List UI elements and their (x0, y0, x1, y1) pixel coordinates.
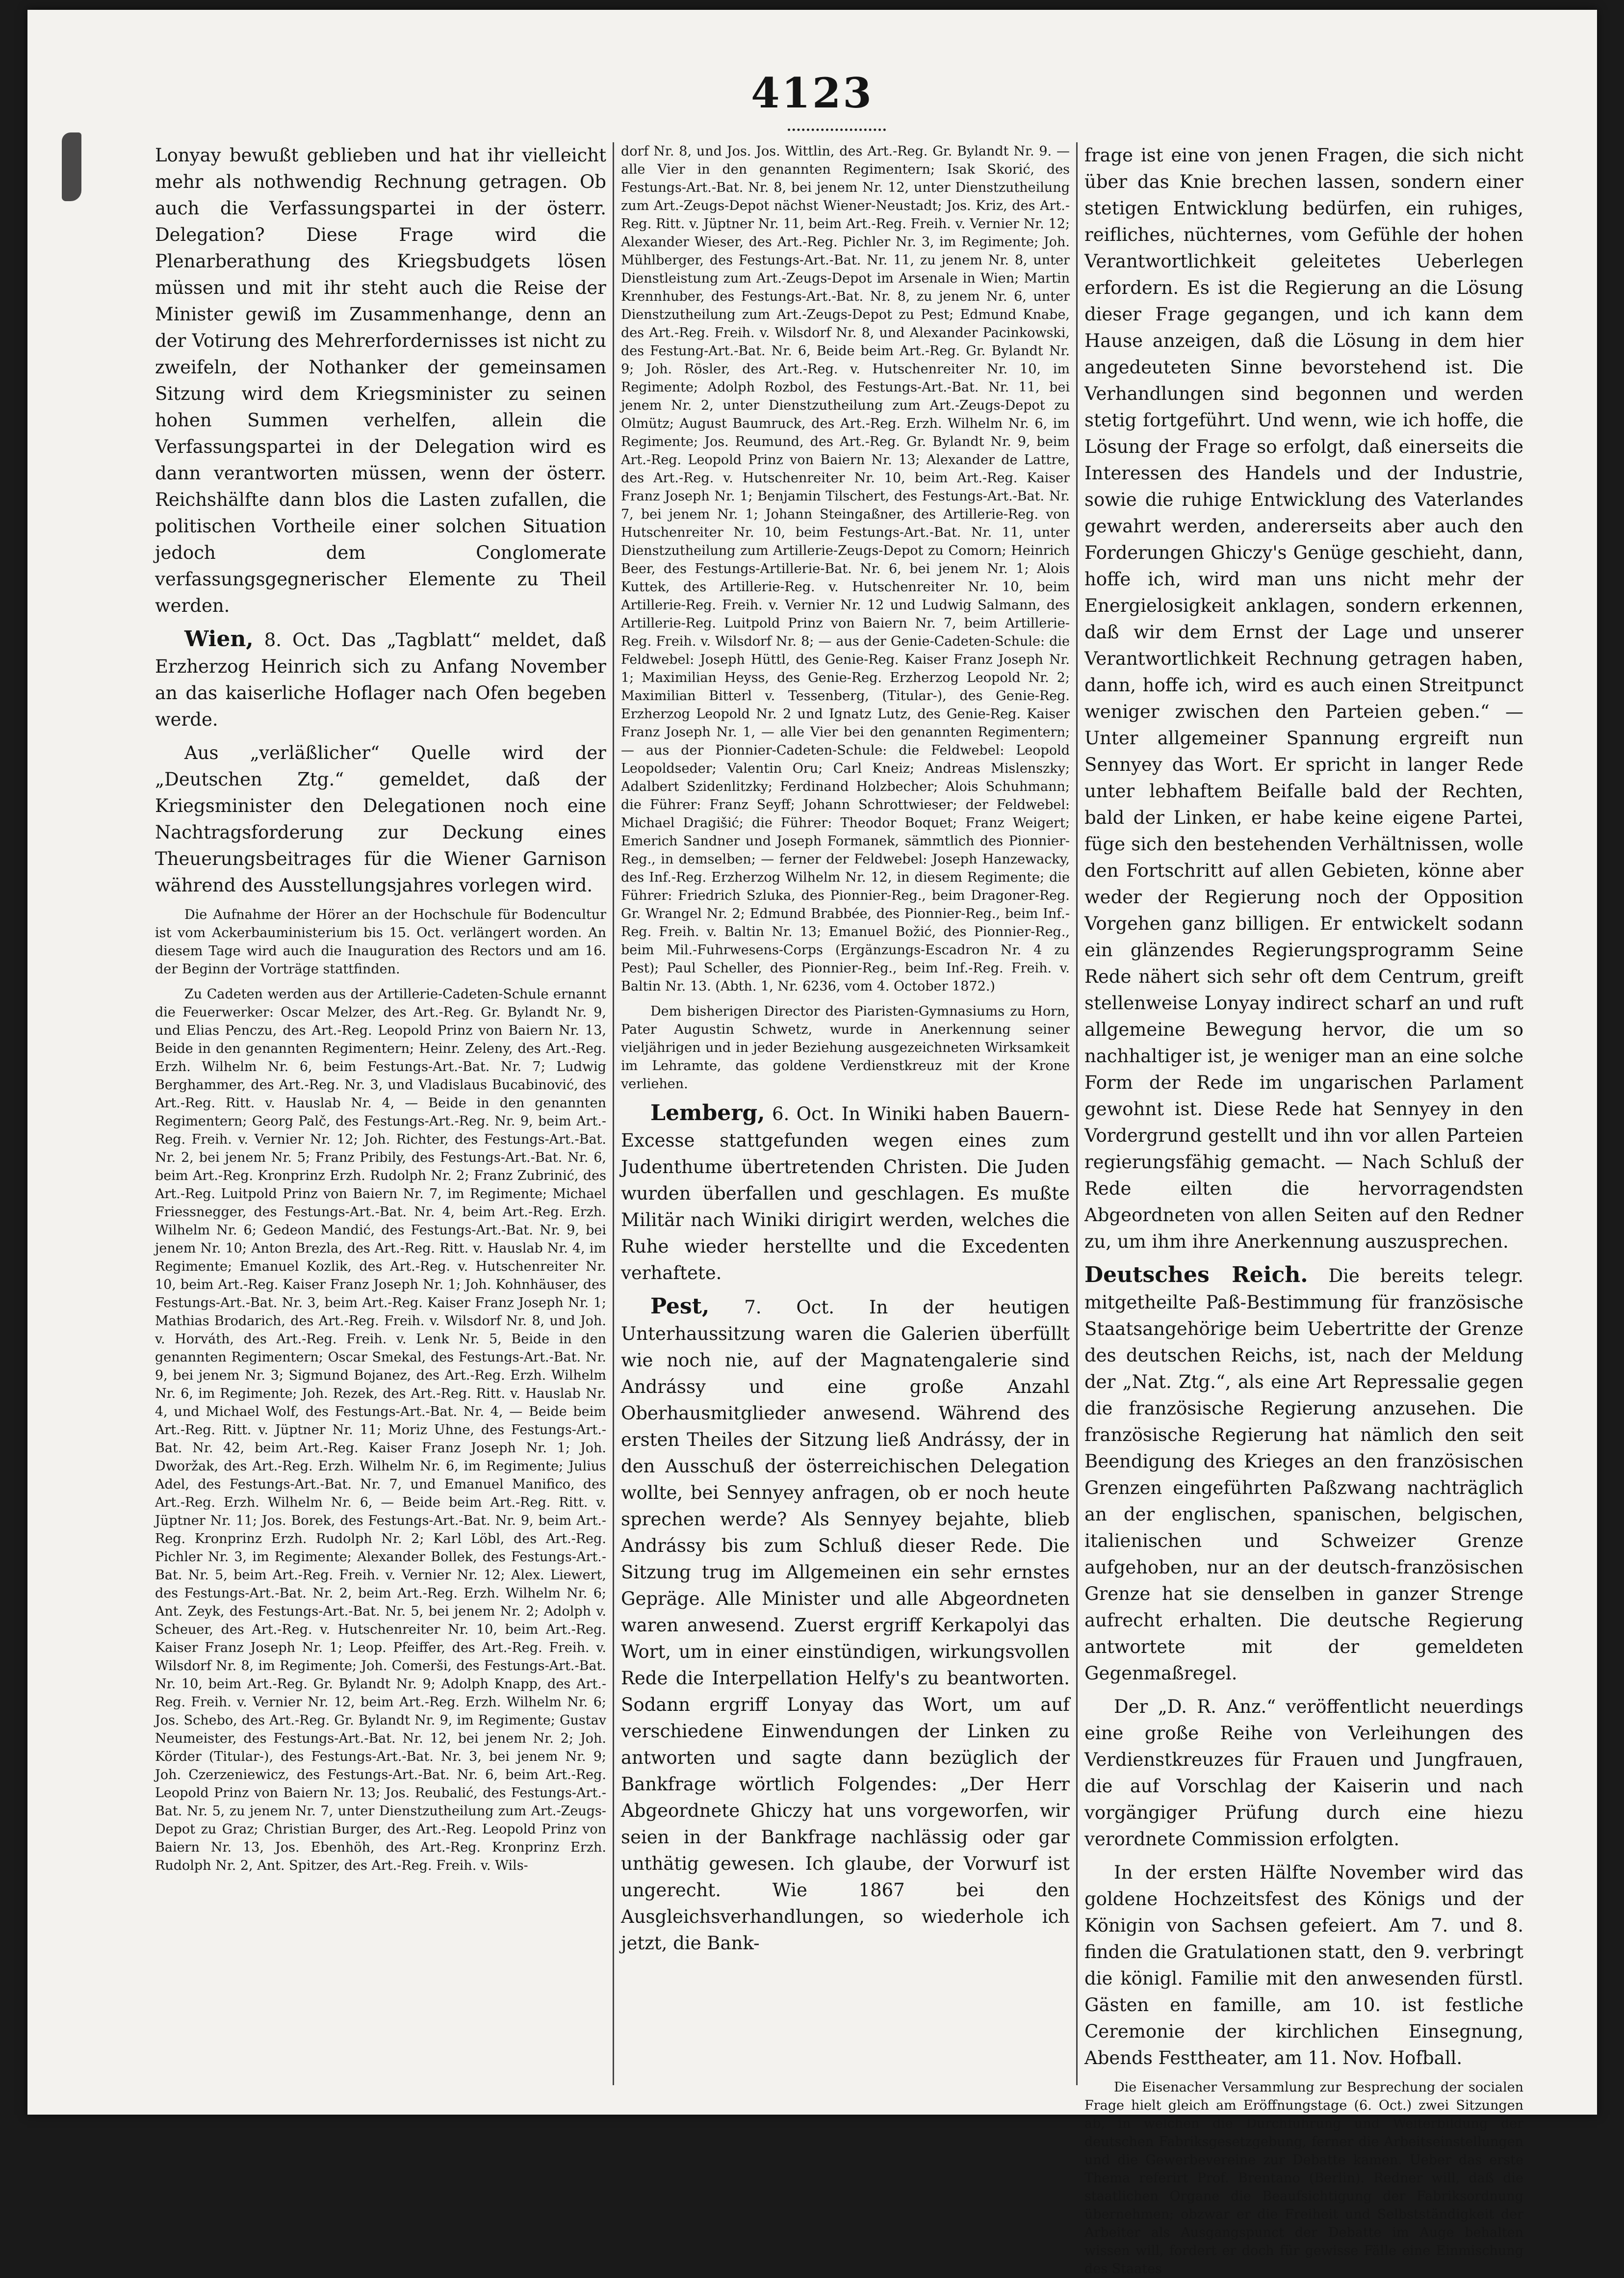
page-number-ornament (788, 126, 886, 131)
notice-paragraph: Die Eisenacher Versammlung zur Besprechung der socialen Frage hielt gleich am Eröffnungstage (6. Oct.) zwei Sitzungen ab, in welchen die Durchführung und Weiterbildung der deutschen Fabriksgesetzgebung, ferner die Arbeitseinstellungen und die Gewerbevereine zur Debatte kamen. Ueber das erste Thema referirt Prof. Brentano (Berlin). Redner will, daß die staatlichen Organe die Beaufsichtigung der Fabriksordnung übernehmen; obzwar er die Freiheit und Selbstständigkeit der Arbeiter als Ausgangspunct der Debatte im Auge behalten wissen will, fordert er doch für gewisse Fälle eine Einmischung des Staates (1084, 2080, 1523, 2277)
dateline-pest: Pest, (650, 1294, 710, 1319)
newspaper-page (27, 10, 1597, 2277)
column-divider-1 (613, 142, 614, 2085)
article-paragraph: Deutsches Reich. Die bereits telegr. mitgetheilte Paß-Bestimmung für französische Staatsangehörige beim Uebertritte der Grenze des deutschen Reichs, ist, nach der Meldung der „Nat. Ztg.“, als eine Art Repressalie gegen die französische Regierung anzusehen. Die französische Regierung hat nämlich den seit Beendigung des Krieges an den französischen Grenzen eingeführten Paßzwang nachträglich an der englischen, spanischen, belgischen, italienischen und Schweizer Grenze aufgehoben, nur an der deutsch-französischen Grenze hat sie denselben in ganzer Strenge aufrecht erhalten. Die deutsche Regierung antwortete mit der gemeldeten Gegenmaßregel. (1084, 1262, 1523, 1684)
article-paragraph: frage ist eine von jenen Fragen, die sich nicht über das Knie brechen lassen, sondern einer stetigen Entwicklung bedürfen, ein ruhiges, reifliches, nüchternes, vom Gefühle der hohen Verantwortlichkeit geleitetes Ueberlegen erfordern. Es ist die Regierung an die Lösung dieser Frage gegangen, und ich kann dem Hause anzeigen, daß die Lösung in dem hier angedeuteten Sinne bevorstehend ist. Die Verhandlungen sind begonnen und werden stetig fortgeführt. Und wenn, wie ich hoffe, die Lösung der Frage so erfolgt, daß einerseits die Interessen des Handels und der Industrie, sowie die ruhige Entwicklung des Vaterlandes gewahrt werden, andererseits aber auch den Forderungen Ghiczy's Genüge geschieht, dann, hoffe ich, wird man uns nicht mehr der Energielosigkeit anklagen, sondern erkennen, daß wir dem Ernst der Lage und unserer Verantwortlichkeit Rechnung getragen haben, dann, hoffe ich, wird es auch einen Streitpunct weniger zwischen den Parteien geben.“ — Unter allgemeiner Spannung ergreift nun Sennyey das Wort. Er spricht in langer Rede unter lebhaftem Beifalle bald der Rechten, bald der Linken, er habe keine eigene Partei, füge sich den bestehenden Verhältnissen, wolle den Fortschritt auf allen Gebieten, könne aber weder der Regierung noch der Opposition Vorgehen ganz billigen. Er entwickelt sodann ein glänzendes Regierungsprogramm Seine Rede nähert sich sehr oft dem Centrum, greift stellenweise Lonyay indirect scharf an und ruft allgemeine Bewegung hervor, die um so nachhaltiger ist, je weniger man an eine solche Form der Rede im ungarischen Parlament gewohnt ist. Diese Rede hat Sennyey in den Vordergrund gestellt und ihn vor allen Parteien regierungsfähig gemacht. — Nach Schluß der Rede eilten die hervorragendsten Abgeordneten von allen Seiten auf den Redner zu, um ihm ihre Anerkennung auszusprechen. (1084, 145, 1523, 1252)
dateline-lemberg: Lemberg, (650, 1100, 765, 1126)
article-paragraph: Lemberg, 6. Oct. In Winiki haben Bauern-Excesse stattgefunden wegen eines zum Judenthume übertretenden Christen. Die Juden wurden überfallen und geschlagen. Es mußte Militär nach Winiki dirigirt werden, welches die Ruhe wieder herstellte und die Excedenten verhaftete. (621, 1100, 1070, 1283)
article-paragraph: Pest, 7. Oct. In der heutigen Unterhaussitzung waren die Galerien überfüllt wie noch nie, auf der Magnatengalerie sind Andrássy und eine große Anzahl Oberhausmitglieder anwesend. Während des ersten Theiles der Sitzung ließ Andrássy, der in den Ausschuß der österreichischen Delegation wollte, bei Sennyey anfragen, ob er noch heute sprechen werde? Als Sennyey bejahte, blieb Andrássy bis zum Schluß dieser Rede. Die Sitzung trug im Allgemeinen ein sehr ernstes Gepräge. Alle Minister und alle Abgeordneten waren anwesend. Zuerst ergriff Kerkapolyi das Wort, um in einer einstündigen, wirkungsvollen Rede die Interpellation Helfy's zu beantworten. Sodann ergriff Lonyay das Wort, um auf verschiedene Einwendungen der Linken zu antworten und sagte dann bezüglich der Bankfrage wörtlich Folgendes: „Der Herr Abgeordnete Ghiczy hat uns vorgeworfen, wir seien in der Bankfrage nachlässig oder gar unthätig gewesen. Ich glaube, der Vorwurf ist ungerecht. Wie 1867 bei den Ausgleichsverhandlungen, so wiederhole ich jetzt, die Bank- (621, 1294, 1070, 1954)
article-paragraph: Der „D. R. Anz.“ veröffentlicht neuerdings eine große Reihe von Verleihungen des Verdienstkreuzes für Frauen und Jungfrauen, die auf Vorschlag der Kaiserin und nach vorgängiger Prüfung durch eine hiezu verordnete Commission erfolgten. (1084, 1696, 1523, 1850)
article-paragraph: In der ersten Hälfte November wird das goldene Hochzeitsfest des Königs und der Königin von Sachsen gefeiert. Am 7. und 8. finden die Gratulationen statt, den 9. verbringt die königl. Familie mit den anwesenden fürstl. Gästen en famille, am 10. ist festliche Ceremonie der kirchlichen Einsegnung, Abends Festtheater, am 11. Nov. Hofball. (1084, 1862, 1523, 2069)
notice-paragraph: Die Aufnahme der Hörer an der Hochschule für Bodencultur ist vom Ackerbauministerium bis 15. Oct. verlängert worden. An diesem Tage wird auch die Inauguration des Rectors und am 16. der Beginn der Vorträge stattfinden. (155, 907, 606, 977)
column-divider-2 (1076, 142, 1078, 2085)
dateline-deutsches-reich: Deutsches Reich. (1084, 1262, 1308, 1287)
column-3 (1084, 142, 1523, 2277)
page-number: 4123 (751, 69, 874, 117)
article-paragraph: Aus „verläßlicher“ Quelle wird der „Deutschen Ztg.“ gemeldet, daß der Kriegsminister den Delegationen noch eine Nachtragsforderung zur Deckung eines Theuerungsbeitrages für die Wiener Garnison während des Ausstellungsjahres vorlegen wird. (155, 742, 606, 896)
scan-margin-mark (62, 132, 81, 201)
dateline-vienna: Wien, (184, 627, 254, 652)
article-paragraph: Lonyay bewußt geblieben und hat ihr vielleicht mehr als nothwendig Rechnung getragen. Ob auch die Verfassungspartei in der österr. Delegation? Diese Frage wird die Plenarberathung des Kriegsbudgets lösen müssen und mit ihr steht auch die Reise der Minister gewiß im Zusammenhange, denn an der Votirung des Mehrerfordernisses ist nicht zu zweifeln, der Nothanker der gemeinsamen Sitzung wird dem Kriegsminister zu seinen hohen Summen verhelfen, allein die Verfassungspartei in der Delegation wird es dann verantworten müssen, wenn der österr. Reichshälfte dann blos die Lasten zufallen, die politischen Vortheile einer solchen Situation jedoch dem Conglomerate verfassungsgegnerischer Elemente zu Theil werden. (155, 145, 606, 616)
notice-paragraph: Dem bisherigen Director des Piaristen-Gymnasiums zu Horn, Pater Augustin Schwetz, wurde in Anerkennung seiner vieljährigen und in jeder Beziehung ausgezeichneten Wirksamkeit im Lehramte, das goldene Verdienstkreuz mit der Krone verliehen. (621, 1004, 1070, 1092)
cadet-appointments-list-continued: dorf Nr. 8, und Jos. Jos. Wittlin, des Art.-Reg. Gr. Bylandt Nr. 9. — alle Vier in den genannten Regimentern; Isak Skorić, des Festungs-Art.-Bat. Nr. 8, bei jenem Nr. 12, unter Dienstzutheilung zum Art.-Zeugs-Depot nächst Wiener-Neustadt; Jos. Kriz, des Art.-Reg. Ritt. v. Jüptner Nr. 11, beim Art.-Reg. Freih. v. Vernier Nr. 12; Alexander Wieser, des Art.-Reg. Pichler Nr. 3, im Regimente; Joh. Mühlberger, des Festungs-Art.-Bat. Nr. 11, zu jenem Nr. 8, unter Dienstleistung zum Art.-Zeugs-Depot im Arsenale in Wien; Martin Krennhuber, des Festungs-Art.-Bat. Nr. 8, zu jenem Nr. 6, unter Dienstzutheilung zum Art.-Zeugs-Depot zu Pest; Edmund Knabe, des Art.-Reg. Freih. v. Wilsdorf Nr. 8, und Alexander Pacinkowski, des Festung-Art.-Bat. Nr. 6, Beide beim Art.-Reg. Gr. Bylandt Nr. 9; Joh. Rösler, des Art.-Reg. v. Hutschenreiter Nr. 10, im Regimente; Adolph Rozbol, des Festungs-Art.-Bat. Nr. 11, bei jenem Nr. 2, unter Dienstzutheilung zum Art.-Zeugs-Depot zu Olmütz; August Baumruck, des Art.-Reg. Erzh. Wilhelm Nr. 6, im Regimente; Jos. Reumund, des Art.-Reg. Gr. Bylandt Nr. 9, beim Art.-Reg. Leopold Prinz von Baiern Nr. 13; Alexander de Lattre, des Art.-Reg. v. Hutschenreiter Nr. 10, beim Art.-Reg. Kaiser Franz Joseph Nr. 1; Benjamin Tilschert, des Festungs-Art.-Bat. Nr. 7, bei jenem Nr. 1; Johann Steingaßner, des Artillerie-Reg. von Hutschenreiter Nr. 10, beim Festungs-Art.-Bat. Nr. 11, unter Dienstzutheilung zum Artillerie-Zeugs-Depot zu Comorn; Heinrich Beer, des Festungs-Artillerie-Bat. Nr. 6, bei jenem Nr. 1; Alois Kuttek, des Artillerie-Reg. v. Hutschenreiter Nr. 10, beim Artillerie-Reg. Freih. v. Vernier Nr. 12 und Ludwig Salmann, des Artillerie-Reg. Luitpold Prinz von Baiern Nr. 7, beim Artillerie-Reg. Freih. v. Wilsdorf Nr. 8; — aus der Genie-Cadeten-Schule: die Feldwebel: Joseph Hüttl, des Genie-Reg. Kaiser Franz Joseph Nr. 1; Maximilian Heyss, des Genie-Reg. Erzherzog Leopold Nr. 2; Maximilian Bitterl v. Tessenberg, (Titular-), des Genie-Reg. Erzherzog Leopold Nr. 2 und Ignatz Lutz, des Genie-Reg. Kaiser Franz Joseph Nr. 1, — alle Vier bei den genannten Regimentern; — aus der Pionnier-Cadeten-Schule: die Feldwebel: Leopold Leopoldseder; Valentin Oru; Carl Kneiz; Andreas Mislenszky; Adalbert Szidenlitzky; Ferdinand Holzbecher; Alois Schuhmann; die Führer: Franz Seyff; Johann Schrottwieser; der Feldwebel: Michael Dragišić; die Führer: Theodor Boquet; Franz Weigert; Emerich Sandner und Joseph Formanek, sämmtlich des Pionnier-Reg., in demselben; — ferner der Feldwebel: Joseph Hanzewacky, des Inf.-Reg. Erzherzog Wilhelm Nr. 12, in diesem Regimente; die Führer: Friedrich Szluka, des Pionnier-Reg., beim Dragoner-Reg. Gr. Wrangel Nr. 2; Edmund Brabbée, des Pionnier-Reg., beim Inf.-Reg. Freih. v. Baltin Nr. 13; Emanuel Božić, des Pionnier-Reg., beim Mil.-Fuhrwesens-Corps (Ergänzungs-Escadron Nr. 4 zu Pest); Paul Scheller, des Pionnier-Reg., beim Inf.-Reg. Freih. v. Baltin Nr. 13. (Abth. 1, Nr. 6236, vom 4. October 1872.) (621, 144, 1070, 994)
cadet-appointments-list: Zu Cadeten werden aus der Artillerie-Cadeten-Schule ernannt die Feuerwerker: Oscar Melzer, des Art.-Reg. Gr. Bylandt Nr. 9, und Elias Penczu, des Art.-Reg. Leopold Prinz von Baiern Nr. 13, Beide in den genannten Regimentern; Heinr. Zeleny, des Art.-Reg. Erzh. Wilhelm Nr. 6, beim Festungs-Art.-Bat. Nr. 7; Ludwig Berghammer, des Art.-Reg. Nr. 3, und Vladislaus Bucabinović, des Art.-Reg. Ritt. v. Hauslab Nr. 4, — Beide in den genannten Regimentern; Georg Palč, des Festungs-Art.-Reg. Nr. 9, beim Art.-Reg. Freih. v. Vernier Nr. 12; Joh. Richter, des Festungs-Art.-Bat. Nr. 2, bei jenem Nr. 5; Franz Pribily, des Festungs-Art.-Bat. Nr. 6, beim Art.-Reg. Kronprinz Erzh. Rudolph Nr. 2; Franz Zubrinić, des Art.-Reg. Luitpold Prinz von Baiern Nr. 7, im Regimente; Michael Friessnegger, des Festungs-Art.-Bat. Nr. 4, beim Art.-Reg. Erzh. Wilhelm Nr. 6; Gedeon Mandić, des Festungs-Art.-Bat. Nr. 9, bei jenem Nr. 10; Anton Brezla, des Art.-Reg. Ritt. v. Hauslab Nr. 4, im Regimente; Emanuel Kozlik, des Art.-Reg. v. Hutschenreiter Nr. 10, beim Art.-Reg. Kaiser Franz Joseph Nr. 1; Joh. Kohnhäuser, des Festungs-Art.-Bat. Nr. 3, beim Art.-Reg. Kaiser Franz Joseph Nr. 1; Mathias Brodarich, des Art.-Reg. Freih. v. Wilsdorf Nr. 8, und Joh. v. Horváth, des Art.-Reg. Freih. v. Lenk Nr. 5, Beide in den genannten Regimentern; Oscar Smekal, des Festungs-Art.-Bat. Nr. 9, bei jenem Nr. 3; Sigmund Bojanez, des Art.-Reg. Erzh. Wilhelm Nr. 6, im Regimente; Joh. Rezek, des Art.-Reg. Ritt. v. Hauslab Nr. 4, und Michael Wolf, des Festungs-Art.-Bat. Nr. 4, — Beide beim Art.-Reg. Ritt. v. Jüptner Nr. 11; Moriz Uhne, des Festungs-Art.-Bat. Nr. 42, beim Art.-Reg. Kaiser Franz Joseph Nr. 1; Joh. Dworžak, des Art.-Reg. Erzh. Wilhelm Nr. 6, im Regimente; Julius Adel, des Festungs-Art.-Bat. Nr. 7, und Emanuel Manifico, des Art.-Reg. Erzh. Wilhelm Nr. 6, — Beide beim Art.-Reg. Ritt. v. Jüptner Nr. 11; Jos. Borek, des Festungs-Art.-Bat. Nr. 9, beim Art.-Reg. Kronprinz Erzh. Rudolph Nr. 2; Karl Löbl, des Art.-Reg. Pichler Nr. 3, im Regimente; Alexander Bollek, des Festungs-Art.-Bat. Nr. 5, beim Art.-Reg. Freih. v. Vernier Nr. 12; Alex. Liewert, des Festungs-Art.-Bat. Nr. 2, beim Art.-Reg. Erzh. Wilhelm Nr. 6; Ant. Zeyk, des Festungs-Art.-Bat. Nr. 5, bei jenem Nr. 2; Adolph v. Scheuer, des Art.-Reg. v. Hutschenreiter Nr. 10, beim Art.-Reg. Kaiser Franz Joseph Nr. 1; Leop. Pfeiffer, des Art.-Reg. Freih. v. Wilsdorf Nr. 8, im Regimente; Joh. Comerši, des Festungs-Art.-Bat. Nr. 10, beim Art.-Reg. Gr. Bylandt Nr. 9; Adolph Knapp, des Art.-Reg. Freih. v. Vernier Nr. 12, beim Art.-Reg. Erzh. Wilhelm Nr. 6; Jos. Schebo, des Art.-Reg. Gr. Bylandt Nr. 9, im Regimente; Gustav Neumeister, des Festungs-Art.-Bat. Nr. 12, bei jenem Nr. 2; Joh. Körder (Titular-), des Festungs-Art.-Bat. Nr. 3, bei jenem Nr. 9; Joh. Czerzeniewicz, des Festungs-Art.-Bat. Nr. 6, beim Art.-Reg. Leopold Prinz von Baiern Nr. 13; Jos. Reubalić, des Festungs-Art.-Bat. Nr. 5, zu jenem Nr. 7, unter Dienstzutheilung zum Art.-Zeugs-Depot zu Graz; Christian Burger, des Art.-Reg. Leopold Prinz von Baiern Nr. 13, Jos. Ebenhöh, des Art.-Reg. Kronprinz Erzh. Rudolph Nr. 2, Ant. Spitzer, des Art.-Reg. Freih. v. Wils- (155, 987, 606, 1873)
column-1 (155, 142, 606, 2085)
column-2 (621, 142, 1070, 2085)
article-paragraph: Wien, 8. Oct. Das „Tagblatt“ meldet, daß Erzherzog Heinrich sich zu Anfang November an das kaiserliche Hoflager nach Ofen begeben werde. (155, 627, 607, 730)
